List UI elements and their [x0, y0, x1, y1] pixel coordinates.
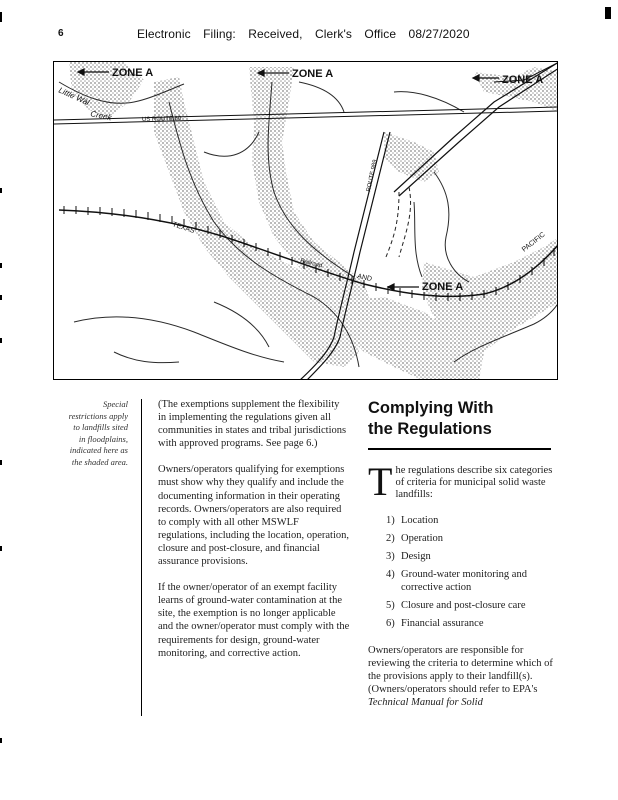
scan-edge-mark	[0, 546, 2, 551]
section-title	[368, 398, 558, 440]
creek-label: Creek	[89, 109, 113, 123]
caption-line: to landfills sited	[73, 422, 128, 432]
caption-line: Special	[102, 399, 128, 409]
creek-label: Little Wal	[57, 85, 91, 108]
list-item	[368, 600, 558, 613]
scan-edge-mark	[0, 12, 2, 22]
floodplain-map	[53, 61, 558, 380]
route-label: US ROUTE 80	[141, 115, 182, 123]
list-item	[368, 551, 558, 564]
scan-edge-mark	[0, 338, 2, 343]
criteria-list	[368, 515, 558, 631]
list-item	[368, 618, 558, 631]
caption-line: in floodplains,	[78, 433, 128, 444]
manual-title: Technical Manual for Solid	[368, 696, 483, 708]
list-item	[368, 569, 558, 594]
stream-line	[204, 132, 259, 156]
list-item	[368, 533, 558, 546]
list-number: 5)	[386, 599, 395, 611]
list-number: 6)	[386, 617, 395, 629]
railroad-label: TEXAS	[171, 221, 196, 235]
floodplain-area	[384, 132, 439, 182]
route-label: ROUTE 989	[366, 159, 379, 193]
title-rule	[368, 448, 551, 450]
intro-paragraph	[368, 458, 558, 504]
dashed-road	[386, 192, 399, 257]
stream-line	[434, 172, 469, 282]
section-title-line: the Regulations	[368, 420, 492, 438]
body-paragraph: (The exemptions supplement the flexibility in implementing the regulations given all communities in states and tribal jurisdictions with approved programs. See page 6.)	[158, 399, 347, 450]
railroad-label: AND	[356, 273, 373, 284]
drop-cap: T	[368, 458, 393, 504]
zone-label: ZONE A	[112, 67, 154, 79]
dashed-road	[399, 187, 411, 257]
stream-line	[299, 82, 344, 112]
closing-text: Owners/operators are responsible for reviewing the criteria to determine which of the provisions apply to their landfill(s). (Owners/operators should refer to EPA's	[368, 645, 553, 695]
scan-corner-mark	[605, 7, 611, 19]
scan-edge-mark	[0, 188, 2, 193]
list-text: Financial assurance	[401, 617, 484, 629]
scan-edge-mark	[0, 460, 2, 465]
closing-paragraph	[368, 645, 558, 709]
filing-stamp: Electronic Filing: Received, Clerk's Office 08/27/2020	[137, 27, 470, 41]
page-number: 6	[58, 28, 64, 39]
caption-line: the shaded area.	[71, 456, 128, 467]
highway-line	[54, 107, 558, 123]
stream-line	[74, 317, 284, 362]
scan-edge-mark	[0, 263, 2, 268]
caption-line: restrictions apply	[68, 410, 128, 421]
list-number: 3)	[386, 550, 395, 562]
railroad-label: PACIFIC	[520, 231, 547, 254]
zone-label: ZONE A	[292, 68, 334, 80]
right-column	[368, 398, 558, 709]
stream-line	[114, 352, 179, 363]
list-text: Operation	[401, 532, 443, 544]
scan-edge-mark	[0, 295, 2, 300]
section-title-line: Complying With	[368, 399, 494, 417]
railroad-label: Railroad	[299, 258, 323, 270]
list-text: Design	[401, 550, 431, 562]
scan-edge-mark	[0, 738, 2, 743]
middle-column	[158, 398, 350, 673]
zone-label: ZONE A	[502, 74, 544, 86]
floodplain-map-drawing	[54, 62, 558, 380]
caption-line: indicated here as	[69, 445, 128, 455]
stream-line	[394, 92, 464, 112]
map-caption	[53, 399, 128, 468]
list-number: 4)	[386, 569, 395, 580]
intro-text: he regulations describe six categories of criteria for municipal solid waste landfills:	[395, 464, 553, 501]
body-paragraph: Owners/operators qualifying for exemptions must show why they qualify and include the documenting information in their operating records. Owners/operators are also required to comply with all other MSWLF regulations, including the location, operation, closure and post-closure, and financial assurance provisions.	[158, 464, 349, 568]
list-text: Location	[401, 514, 439, 526]
body-paragraph: If the owner/operator of an exempt facility learns of ground-water contamination at the site, the exemption is no longer applicable and the owner/operator must comply with the requirements for design, ground-water monitoring, and corrective action.	[158, 582, 350, 659]
column-divider	[141, 399, 142, 716]
list-number: 1)	[386, 514, 395, 526]
list-number: 2)	[386, 532, 395, 544]
page-header	[0, 27, 618, 43]
list-item	[368, 515, 558, 528]
list-text: Ground-water monitoring and corrective action	[401, 569, 527, 593]
list-text: Closure and post-closure care	[401, 599, 526, 611]
zone-label: ZONE A	[422, 281, 464, 293]
stream-line	[414, 202, 422, 277]
